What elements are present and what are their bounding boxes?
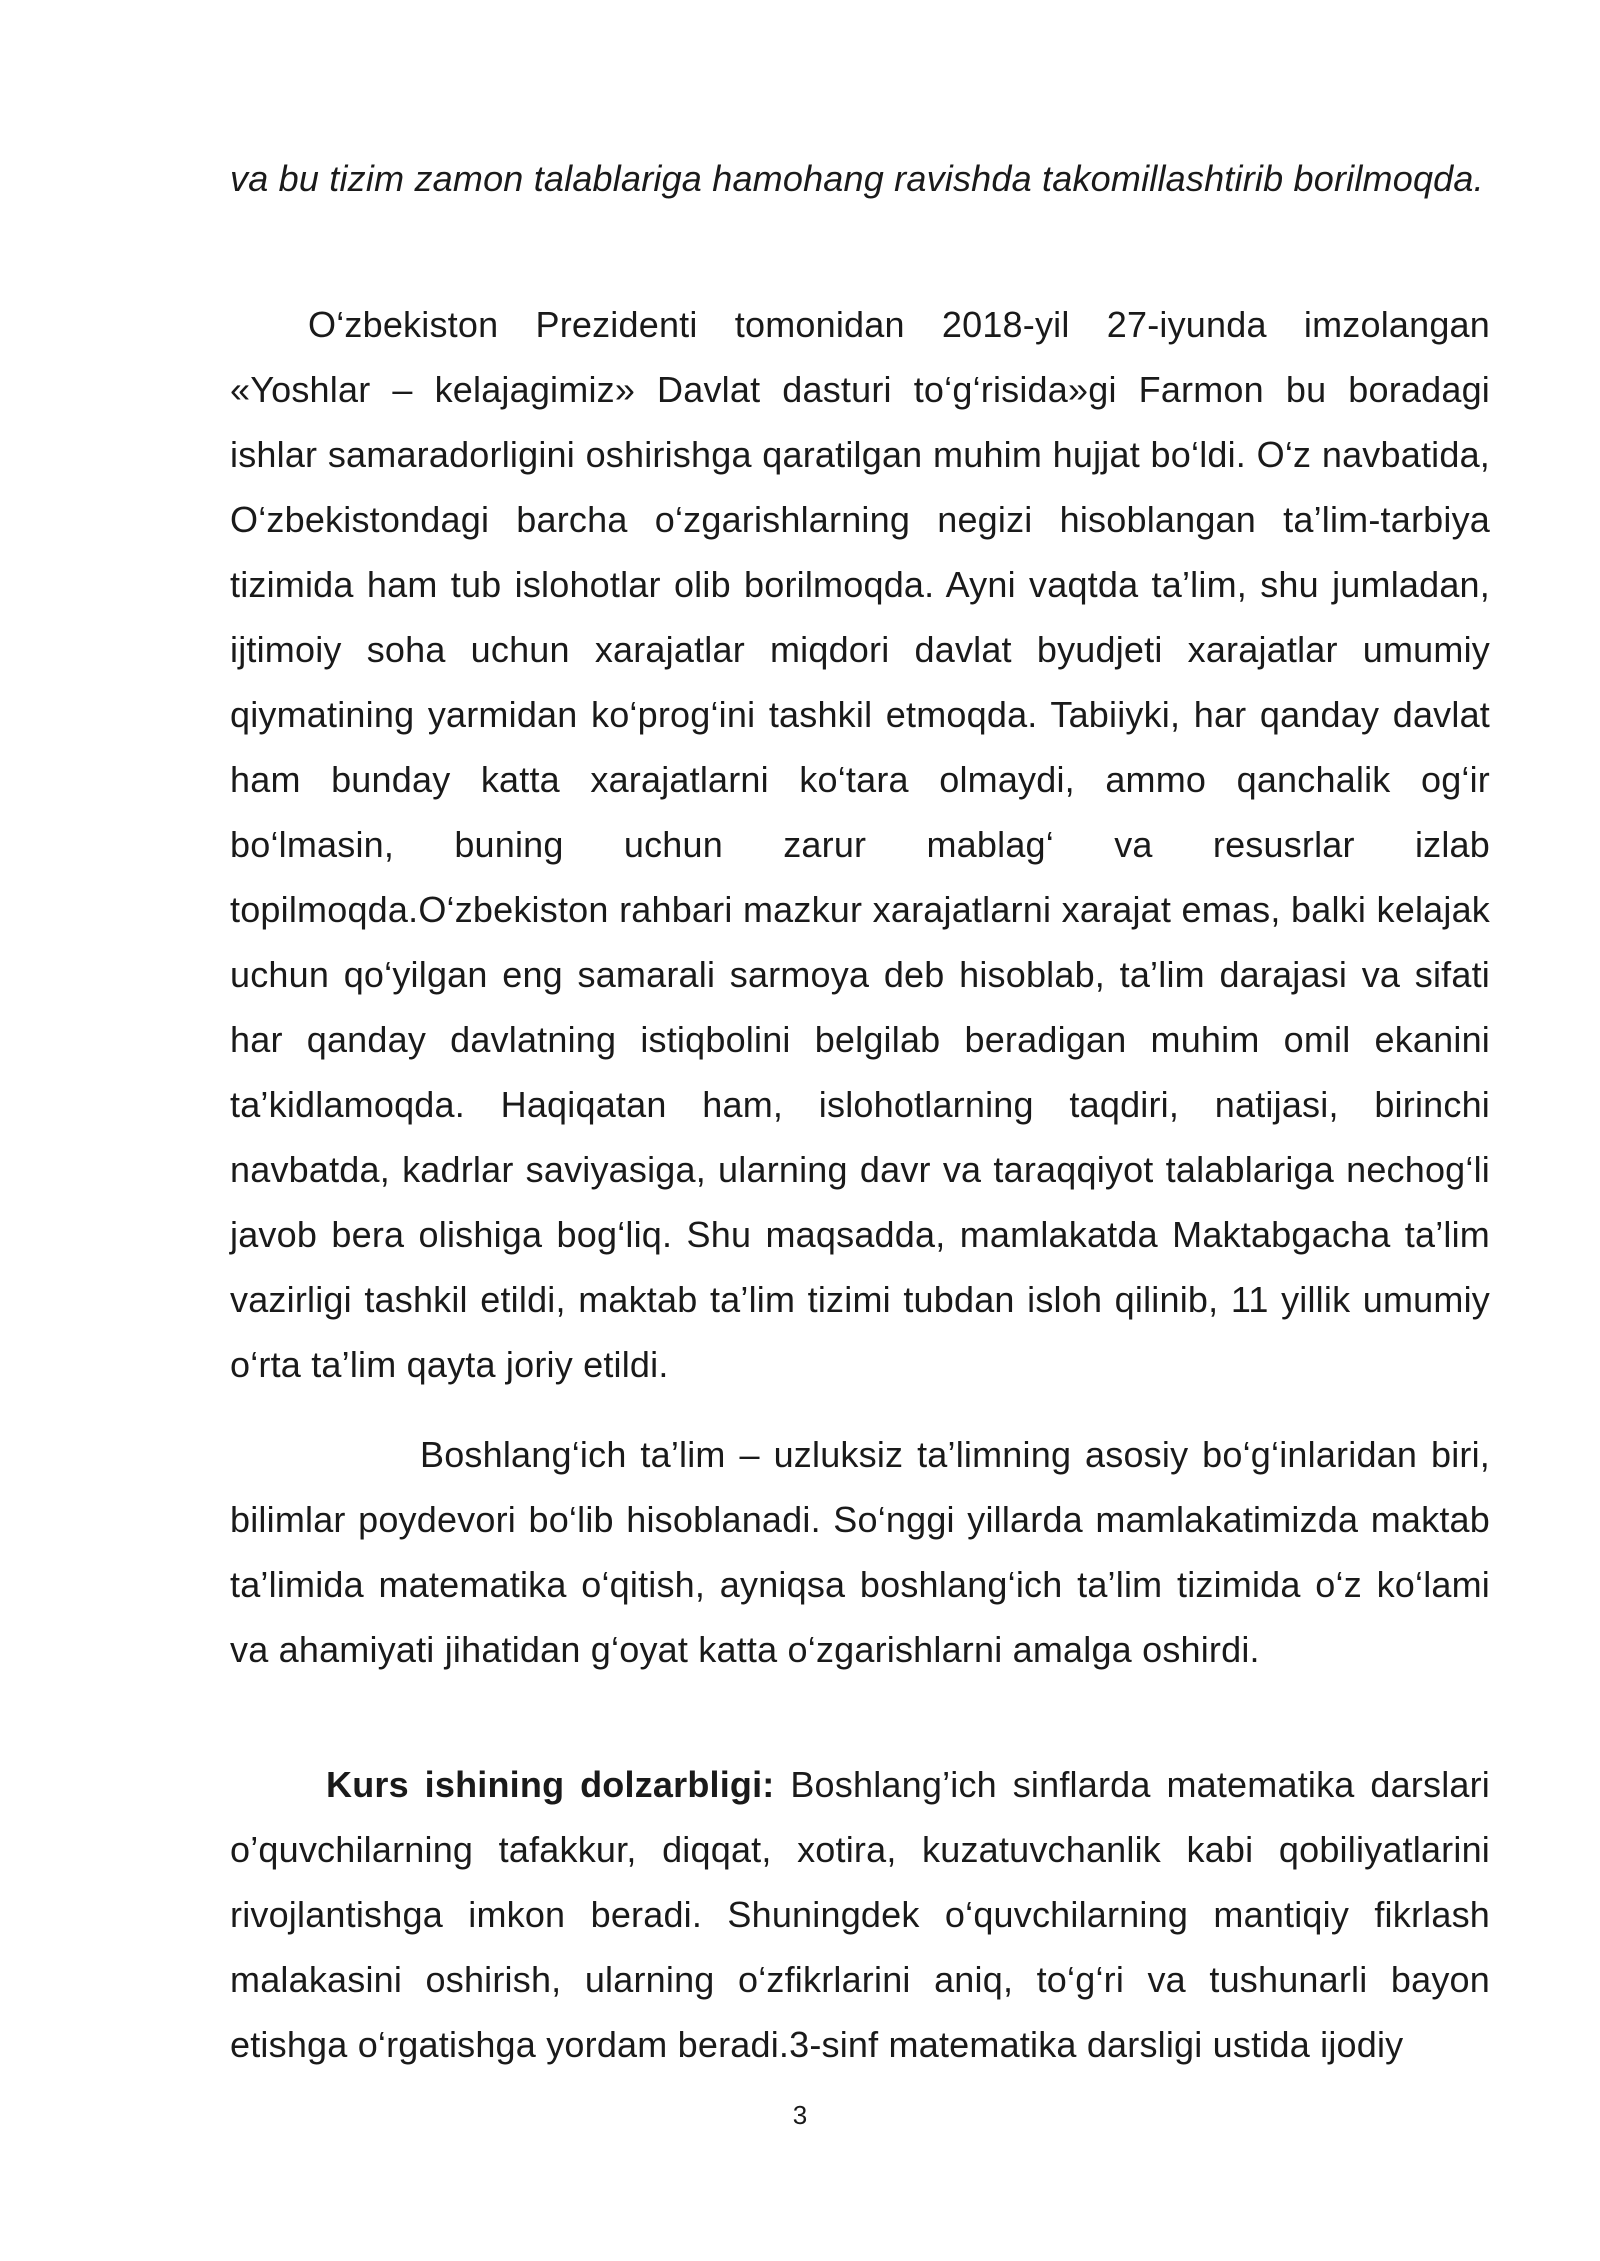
course-relevance-body: Boshlang’ich sinflarda matematika darslari o’quvchilarning tafakkur, diqqat, xotira, kuzatuvchanlik kabi qobiliyatlarini rivojlantishga imkon beradi. Shuningdek o‘quvchilarning mantiqiy fikrlash malakasini oshirish, ularning o‘zfikrlarini aniq, to‘g‘ri va tushunarli bayon etishga o‘rgatishga yordam beradi.3-sinf matematika darsligi ustida ijodiy [230,1764,1490,2065]
paragraph-primary-education: Boshlang‘ich ta’lim – uzluksiz ta’limning asosiy bo‘g‘inlaridan biri, bilimlar poydevori bo‘lib hisoblanadi. So‘nggi yillarda mamlakatimizda maktab ta’limida matematika o‘qitish, ayniqsa boshlang‘ich ta’lim tizimida o‘z ko‘lami va ahamiyati jihatidan g‘oyat katta o‘zgarishlarni amalga oshirdi. [230,1434,1490,1670]
paragraph-continuation: va bu tizim zamon talablariga hamohang ravishda takomillashtirib borilmoqda. [230,158,1484,199]
paragraph-course-relevance [230,1752,1490,2077]
page-number: 3 [792,2100,808,2130]
paragraph-presidential-decree: O‘zbekiston Prezidenti tomonidan 2018-yil 27-iyunda imzolangan «Yoshlar – kelajagimiz» Davlat dasturi to‘g‘risida»gi Farmon bu boradagi ishlar samaradorligini oshirishga qaratilgan muhim hujjat bo‘ldi. O‘z navbatida, O‘zbekistondagi barcha o‘zgarishlarning negizi hisoblangan ta’lim-tarbiya tizimida ham tub islohotlar olib borilmoqda. Ayni vaqtda ta’lim, shu jumladan, ijtimoiy soha uchun xarajatlar miqdori davlat byudjeti xarajatlar umumiy qiymatining yarmidan ko‘prog‘ini tashkil etmoqda. Tabiiyki, har qanday davlat ham bunday katta xarajatlarni ko‘tara olmaydi, ammo qanchalik og‘ir bo‘lmasin, buning uchun zarur mablag‘ va resusrlar izlab topilmoqda.O‘zbekiston rahbari mazkur xarajatlarni xarajat emas, balki kelajak uchun qo‘yilgan eng samarali sarmoya deb hisoblab, ta’lim darajasi va sifati har qanday davlatning istiqbolini belgilab beradigan muhim omil ekanini ta’kidlamoqda. Haqiqatan ham, islohotlarning taqdiri, natijasi, birinchi navbatda, kadrlar saviyasiga, ularning davr va taraqqiyot talablariga nechog‘li javob bera olishiga bog‘liq. Shu maqsadda, mamlakatda Maktabgacha ta’lim vazirligi tashkil etildi, maktab ta’lim tizimi tubdan isloh qilinib, 11 yillik umumiy o‘rta ta’lim qayta joriy etildi. [230,304,1490,1385]
course-relevance-heading: Kurs ishining dolzarbligi: [326,1764,775,1805]
